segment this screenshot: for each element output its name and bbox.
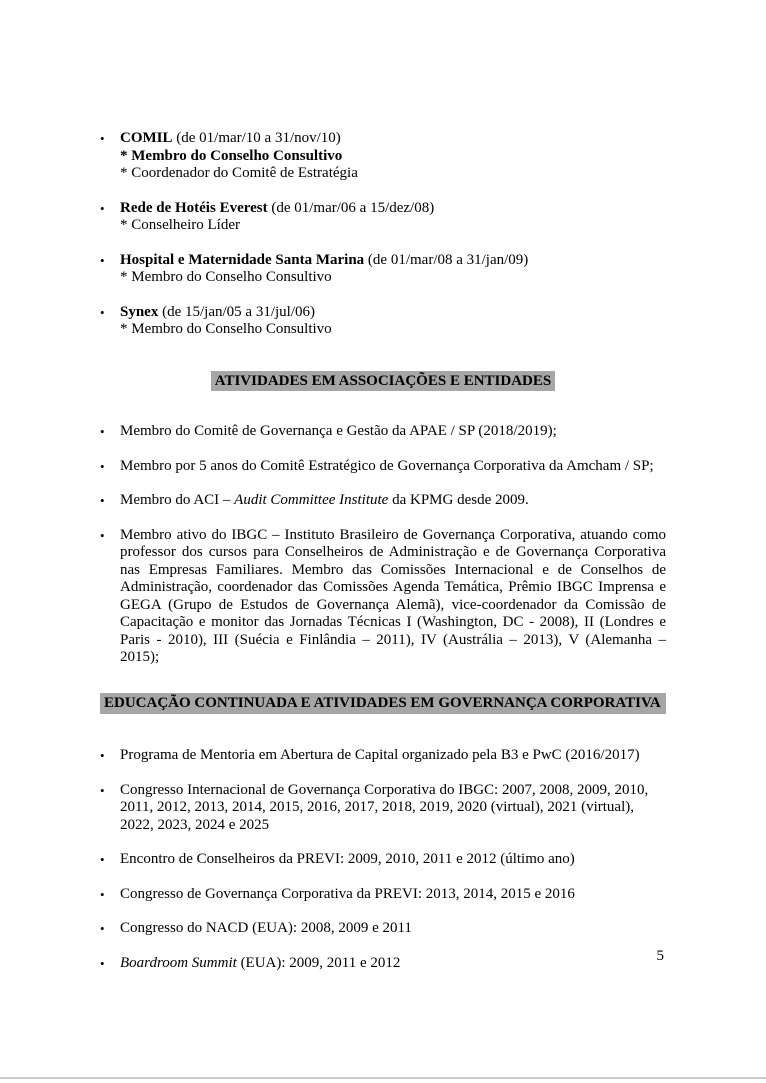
position-role: * Conselheiro Líder — [120, 217, 240, 233]
position-role: * Membro do Conselho Consultivo — [120, 321, 332, 337]
bullet-icon: • — [100, 886, 105, 902]
association-item-text — [120, 492, 666, 510]
list-item — [100, 423, 666, 441]
bullet-icon: • — [100, 304, 105, 320]
list-item — [100, 527, 666, 667]
list-item — [100, 782, 666, 835]
bullet-icon: • — [100, 748, 105, 763]
associations-section — [100, 373, 666, 667]
position-entry — [120, 252, 666, 287]
company-name: Hospital e Maternidade Santa Marina — [120, 251, 365, 268]
association-item-text: Membro por 5 anos do Comitê Estratégico de Governança Corporativa da Amcham / SP; — [120, 457, 654, 474]
education-item-text: Congresso Internacional de Governança Corporativa do IBGC: 2007, 2008, 2009, 2010, 2011, 2012, 2013, 2014, 2015, 2016, 2017, 2018, 2019, 2020 (virtual), 2021 (virtual), 2022, 2023, 2024 e 2025 — [120, 781, 649, 833]
position-period: (de 01/mar/08 a 31/jan/09) — [364, 251, 529, 268]
bullet-icon: • — [100, 458, 105, 474]
list-item — [100, 920, 666, 938]
education-item-text: Congresso do NACD (EUA): 2008, 2009 e 2011 — [120, 920, 412, 936]
position-role: * Membro do Conselho Consultivo — [120, 269, 332, 285]
list-item — [100, 747, 666, 765]
list-item — [100, 200, 666, 235]
bullet-icon: • — [100, 200, 105, 216]
board-positions-section — [100, 130, 666, 339]
education-item-text — [120, 955, 666, 973]
position-period: (de 01/mar/10 a 31/nov/10) — [172, 130, 341, 146]
bullet-icon: • — [100, 131, 105, 146]
position-entry — [120, 200, 666, 235]
bullet-icon: • — [100, 424, 105, 439]
education-section — [100, 693, 666, 973]
education-item-text: Encontro de Conselheiros da PREVI: 2009, 2010, 2011 e 2012 (último ano) — [120, 851, 575, 867]
position-role: * Membro do Conselho Consultivo — [120, 147, 343, 164]
scan-edge-shadow — [0, 1077, 766, 1079]
italic-text-segment: Audit Committee Institute — [234, 492, 389, 508]
position-entry — [120, 304, 666, 339]
list-item — [100, 458, 666, 476]
bullet-icon: • — [100, 782, 105, 798]
list-item — [100, 130, 666, 183]
text-segment: Membro do ACI – — [120, 492, 235, 508]
list-item — [100, 955, 666, 973]
bullet-icon: • — [100, 493, 105, 508]
position-title — [120, 252, 666, 270]
company-name: COMIL — [120, 130, 173, 146]
position-period: (de 15/jan/05 a 31/jul/06) — [158, 303, 315, 320]
text-segment: da KPMG desde 2009. — [388, 492, 529, 508]
bullet-icon: • — [100, 955, 105, 971]
position-title — [120, 130, 666, 148]
position-entry — [120, 130, 666, 183]
position-title — [120, 200, 666, 218]
position-period: (de 01/mar/06 a 15/dez/08) — [267, 199, 435, 216]
list-item — [100, 304, 666, 339]
list-item — [100, 492, 666, 510]
association-item-text: Membro ativo do IBGC – Instituto Brasileiro de Governança Corporativa, atuando como professor dos cursos para Conselheiros de Administração e de Governança Corporativa nas Empresas Familiares. Membro das Comissões Internacional e de Conselhos de Administração, coordenador das Comissões Agenda Temática, Prêmio IBGC Imprensa e GEGA (Grupo de Estudos de Governança Alemã), vice-coordenador da Comissão de Capacitação e monitor das Jornadas Técnicas I (Washington, DC - 2008), II (Londres e Paris - 2010), III (Suécia e Finlândia – 2011), IV (Austrália – 2013), V (Alemanha – 2015); — [120, 526, 666, 665]
list-item — [100, 851, 666, 869]
page-number: 5 — [656, 948, 664, 964]
list-item — [100, 886, 666, 904]
text-segment: (EUA): 2009, 2011 e 2012 — [236, 954, 401, 971]
section-heading-education: EDUCAÇÃO CONTINUADA E ATIVIDADES EM GOVERNANÇA CORPORATIVA — [100, 693, 666, 715]
list-item — [100, 252, 666, 287]
section-heading-associations — [100, 373, 666, 391]
company-name: Synex — [120, 303, 159, 320]
highlighted-heading-text: ATIVIDADES EM ASSOCIAÇÕES E ENTIDADES — [211, 371, 555, 391]
company-name: Rede de Hotéis Everest — [120, 199, 268, 216]
bullet-icon: • — [100, 852, 105, 867]
bullet-icon: • — [100, 527, 105, 543]
association-item-text: Membro do Comitê de Governança e Gestão da APAE / SP (2018/2019); — [120, 423, 557, 439]
education-item-text: Programa de Mentoria em Abertura de Capital organizado pela B3 e PwC (2016/2017) — [120, 747, 640, 763]
position-title — [120, 304, 666, 322]
position-role: * Coordenador do Comitê de Estratégia — [120, 165, 358, 181]
education-item-text: Congresso de Governança Corporativa da PREVI: 2013, 2014, 2015 e 2016 — [120, 885, 575, 902]
italic-text-segment: Boardroom Summit — [120, 954, 237, 971]
bullet-icon: • — [100, 921, 105, 936]
bullet-icon: • — [100, 252, 105, 268]
